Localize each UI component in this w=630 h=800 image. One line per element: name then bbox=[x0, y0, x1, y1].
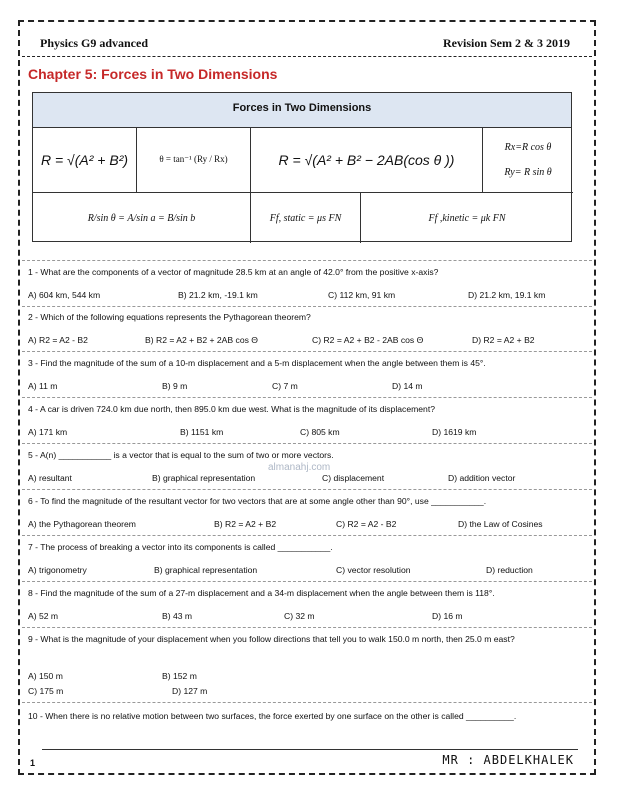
formula-ry: Ry= R sin θ bbox=[504, 166, 552, 178]
formula-table-title: Forces in Two Dimensions bbox=[33, 93, 571, 128]
header-revision: Revision Sem 2 & 3 2019 bbox=[443, 36, 570, 50]
question-1-option-a: A) 604 km, 544 km bbox=[28, 290, 101, 300]
question-6-option-c: C) R2 = A2 - B2 bbox=[336, 519, 397, 529]
watermark: almanahj.com bbox=[268, 462, 331, 473]
divider bbox=[22, 627, 592, 628]
question-8-option-a: A) 52 m bbox=[28, 611, 59, 621]
question-2-option-b: B) R2 = A2 + B2 + 2AB cos Θ bbox=[145, 335, 258, 345]
question-9-option-c: C) 175 m bbox=[28, 686, 64, 696]
header-divider bbox=[22, 56, 592, 57]
question-1-option-c: C) 112 km, 91 km bbox=[328, 290, 396, 300]
question-7-option-c: C) vector resolution bbox=[336, 565, 411, 575]
question-8-option-d: D) 16 m bbox=[432, 611, 463, 621]
formula-table bbox=[32, 92, 572, 242]
question-3-option-a: A) 11 m bbox=[28, 381, 58, 391]
question-10: 10 - When there is no relative motion between two surfaces, the force exerted by one surface on the other is called __________. bbox=[28, 711, 517, 721]
question-6-option-b: B) R2 = A2 + B2 bbox=[214, 519, 277, 529]
question-8-option-c: C) 32 m bbox=[284, 611, 315, 621]
question-3-option-c: C) 7 m bbox=[272, 381, 298, 391]
question-5-option-d: D) addition vector bbox=[448, 473, 516, 483]
divider bbox=[22, 581, 592, 582]
question-4-option-d: D) 1619 km bbox=[432, 427, 477, 437]
footer-divider bbox=[42, 749, 578, 750]
formula-kinetic-friction: Ff ,kinetic = μk FN bbox=[428, 212, 506, 224]
question-5-option-a: A) resultant bbox=[28, 473, 72, 483]
divider bbox=[22, 397, 592, 398]
question-9-option-b: B) 152 m bbox=[162, 671, 197, 681]
chapter-title: Chapter 5: Forces in Two Dimensions bbox=[28, 66, 278, 82]
question-7-option-a: A) trigonometry bbox=[28, 565, 87, 575]
header-course: Physics G9 advanced bbox=[40, 36, 149, 50]
formula-rx: Rx=R cos θ bbox=[504, 141, 552, 153]
divider bbox=[22, 535, 592, 536]
question-9-option-a: A) 150 m bbox=[28, 671, 63, 681]
question-4-option-c: C) 805 km bbox=[300, 427, 340, 437]
formula-law-of-cosines: R = √(A² + B² − 2AB(cos θ )) bbox=[251, 127, 483, 193]
question-9-option-d: D) 127 m bbox=[172, 686, 208, 696]
question-4-option-a: A) 171 km bbox=[28, 427, 68, 437]
question-1-option-b: B) 21.2 km, -19.1 km bbox=[178, 290, 258, 300]
question-2: 2 - Which of the following equations represents the Pythagorean theorem? bbox=[28, 312, 311, 322]
formula-static-friction: Ff, static = μs FN bbox=[251, 193, 361, 243]
divider bbox=[22, 489, 592, 490]
question-2-option-c: C) R2 = A2 + B2 - 2AB cos Θ bbox=[312, 335, 424, 345]
question-7-option-d: D) reduction bbox=[486, 565, 533, 575]
question-3-option-b: B) 9 m bbox=[162, 381, 188, 391]
question-6: 6 - To find the magnitude of the resultant vector for two vectors that are at some angle other than 90°, use ___________. bbox=[28, 496, 487, 506]
question-4: 4 - A car is driven 724.0 km due north, then 895.0 km due west. What is the magnitude of its displacement? bbox=[28, 404, 435, 414]
question-5: 5 - A(n) ___________ is a vector that is equal to the sum of two or more vectors. bbox=[28, 450, 334, 460]
question-3-option-d: D) 14 m bbox=[392, 381, 423, 391]
question-8: 8 - Find the magnitude of the sum of a 27-m displacement and a 34-m displacement when the angle between them is 118°. bbox=[28, 588, 495, 598]
divider bbox=[22, 702, 592, 703]
question-7-option-b: B) graphical representation bbox=[154, 565, 258, 575]
formula-resultant: R = √(A² + B²) bbox=[33, 127, 137, 193]
divider bbox=[22, 351, 592, 352]
formula-law-of-sines: R/sin θ = A/sin a = B/sin b bbox=[33, 193, 251, 243]
formula-angle: θ = tan⁻¹ (Ry / Rx) bbox=[137, 127, 251, 193]
question-3: 3 - Find the magnitude of the sum of a 10-m displacement and a 5-m displacement when the angle between them is 45°. bbox=[28, 358, 486, 368]
question-2-option-d: D) R2 = A2 + B2 bbox=[472, 335, 535, 345]
question-2-option-a: A) R2 = A2 - B2 bbox=[28, 335, 88, 345]
question-5-option-c: C) displacement bbox=[322, 473, 385, 483]
divider bbox=[22, 260, 592, 261]
divider bbox=[22, 443, 592, 444]
question-1: 1 - What are the components of a vector of magnitude 28.5 km at an angle of 42.0° from the positive x-axis? bbox=[28, 267, 439, 277]
question-7: 7 - The process of breaking a vector into its components is called ___________. bbox=[28, 542, 333, 552]
page-number: 1 bbox=[30, 758, 36, 768]
author-signature: MR : ABDELKHALEK bbox=[442, 753, 574, 767]
question-8-option-b: B) 43 m bbox=[162, 611, 193, 621]
formula-components bbox=[483, 127, 573, 193]
question-4-option-b: B) 1151 km bbox=[180, 427, 224, 437]
question-6-option-d: D) the Law of Cosines bbox=[458, 519, 543, 529]
question-9: 9 - What is the magnitude of your displacement when you follow directions that tell you to walk 150.0 m north, then 25.0 m east? bbox=[28, 634, 515, 644]
question-1-option-d: D) 21.2 km, 19.1 km bbox=[468, 290, 546, 300]
divider bbox=[22, 306, 592, 307]
question-6-option-a: A) the Pythagorean theorem bbox=[28, 519, 136, 529]
question-5-option-b: B) graphical representation bbox=[152, 473, 256, 483]
